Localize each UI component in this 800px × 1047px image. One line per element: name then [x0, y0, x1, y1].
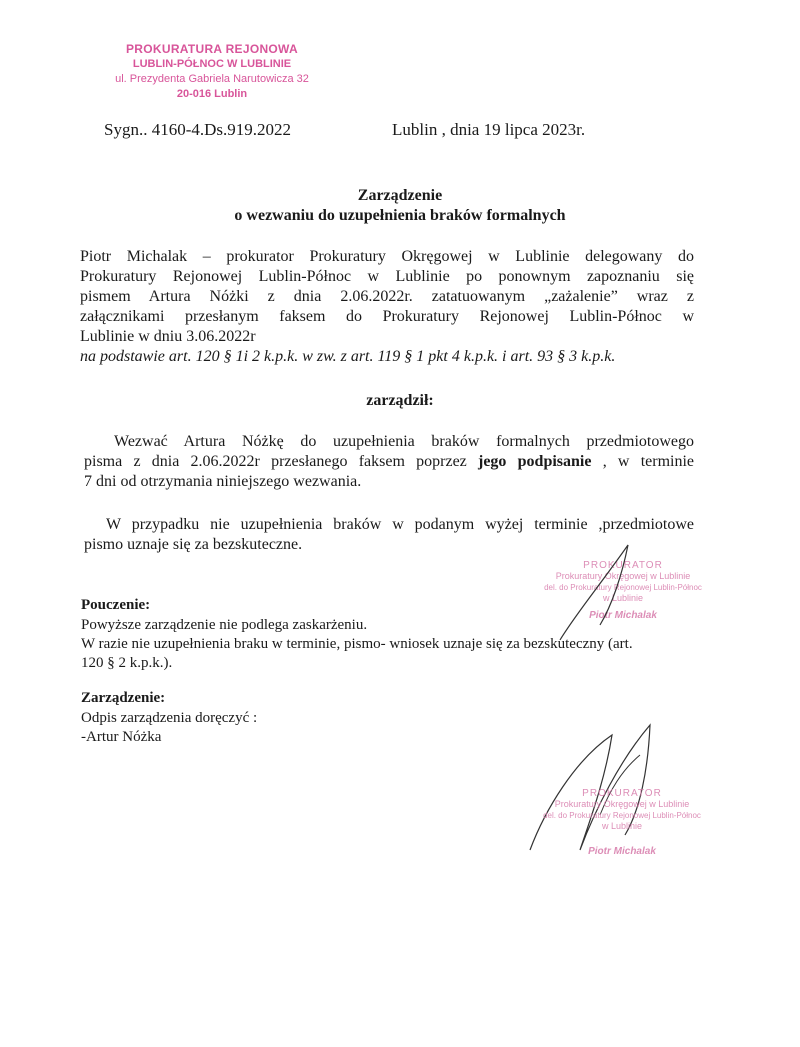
intro-line: załącznikami przesłanym faksem do Prokuratury Rejonowej Lublin-Północ w: [80, 308, 694, 325]
office-header-stamp: [112, 42, 312, 102]
signature-stamp-bottom: [527, 788, 717, 857]
stamp-office-street: ul. Prezydenta Gabriela Narutowicza 32: [115, 73, 309, 85]
signature-stamp: [528, 560, 718, 621]
legal-basis: na podstawie art. 120 § 1i 2 k.p.k. w zw. z art. 119 § 1 pkt 4 k.p.k. i art. 93 § 3 k.p.k.: [80, 348, 616, 365]
stamp-office: Prokuratury Okręgowej w Lublinie: [555, 571, 691, 581]
instruction-text: [81, 616, 701, 673]
stamp-city: w Lublinie: [602, 593, 644, 603]
stamp-delegation: del. do Prokuratury Rejonowej Lublin-Północ: [544, 583, 702, 592]
document-title: Zarządzenie: [357, 187, 443, 204]
order-emphasis: jego podpisanie: [478, 453, 592, 470]
stamp-role: PROKURATOR: [582, 788, 662, 799]
intro-line: Prokuratury Rejonowej Lublin-Północ w Lublinie po ponownym zapoznaniu się: [80, 268, 694, 285]
stamp-name: Piotr Michalak: [588, 846, 656, 857]
consequence-line: pismo uznaje się za bezskuteczne.: [84, 536, 303, 553]
stamp-office-city: 20-016 Lublin: [176, 88, 248, 100]
stamp-delegation: del. do Prokuratury Rejonowej Lublin-Północ: [543, 811, 701, 820]
distribution-line: Odpis zarządzenia doręczyć :: [81, 710, 258, 726]
order-line-2-end: , w terminie: [591, 453, 695, 470]
stamp-name: Piotr Michalak: [589, 610, 657, 621]
distribution-recipient: -Artur Nóżka: [81, 729, 162, 745]
decision-heading: zarządził:: [366, 392, 434, 409]
order-line: Wezwać Artura Nóżkę do uzupełnienia braków formalnych przedmiotowego: [114, 433, 694, 450]
stamp-office: Prokuratury Okręgowej w Lublinie: [554, 799, 690, 809]
stamp-office-subname: LUBLIN-PÓŁNOC W LUBLINIE: [132, 58, 292, 70]
instruction-line: Powyższe zarządzenie nie podlega zaskarżeniu.: [81, 617, 368, 633]
stamp-city: w Lublinie: [601, 821, 643, 831]
consequence-line: W przypadku nie uzupełnienia braków w podanym wyżej terminie ,przedmiotowe: [106, 516, 694, 533]
order-line-2-start: pisma z dnia 2.06.2022r przesłanego faksem poprzez: [84, 453, 478, 470]
instruction-line: 120 § 2 k.p.k.).: [81, 655, 173, 671]
document-subtitle: o wezwaniu do uzupełnienia braków formalnych: [234, 207, 566, 224]
consequence-paragraph: [84, 515, 694, 555]
place-and-date: Lublin , dnia 19 lipca 2023r.: [392, 120, 586, 139]
instruction-heading: Pouczenie:: [81, 597, 151, 613]
case-reference: Sygn.. 4160-4.Ds.919.2022: [104, 120, 292, 139]
order-line: 7 dni od otrzymania niniejszego wezwania.: [84, 473, 362, 490]
intro-line: pismem Artura Nóżki z dnia 2.06.2022r. zatatuowanym „zażalenie” wraz z: [80, 288, 694, 305]
order-line-2: [84, 452, 694, 472]
instruction-line: W razie nie uzupełnienia braku w terminie, pismo- wniosek uznaje się za bezskuteczny (art.: [81, 636, 633, 652]
distribution-list: [81, 709, 257, 747]
distribution-heading: Zarządzenie:: [81, 690, 166, 706]
stamp-office-name: PROKURATURA REJONOWA: [125, 42, 298, 56]
order-paragraph: [84, 432, 694, 492]
intro-line: Lublinie w dniu 3.06.2022r: [80, 328, 256, 345]
intro-paragraph: [80, 247, 694, 347]
intro-line: Piotr Michalak – prokurator Prokuratury Okręgowej w Lublinie delegowany do: [80, 248, 694, 265]
stamp-role: PROKURATOR: [583, 560, 663, 571]
